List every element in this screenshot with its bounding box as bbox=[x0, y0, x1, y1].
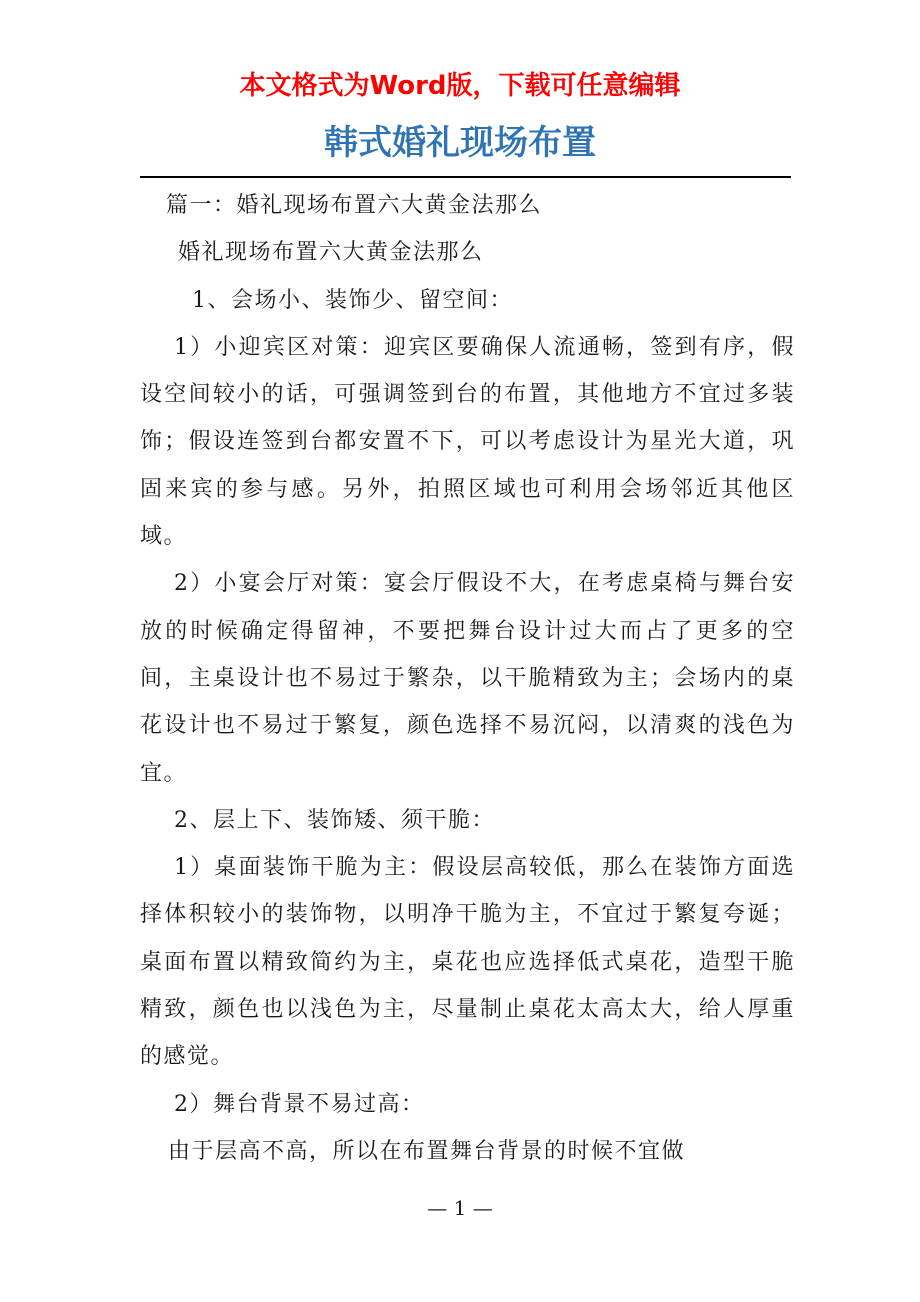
download-banner: 本文格式为Word版，下载可任意编辑 bbox=[239, 71, 681, 101]
page-number: — 1 — bbox=[427, 1196, 493, 1220]
paragraph: 2）小宴会厅对策：宴会厅假设不大，在考虑桌椅与舞台安放的时候确定得留神，不要把舞台设计过大而占了更多的空间，主桌设计也不易过于繁杂，以干脆精致为主；会场内的桌花设计也不易过于繁复，颜色选择不易沉闷，以清爽的浅色为宜。 bbox=[140, 571, 795, 786]
paragraph: 2）舞台背景不易过高： bbox=[174, 1091, 425, 1117]
paragraph: 1）小迎宾区对策：迎宾区要确保人流通畅，签到有序，假设空间较小的话，可强调签到台的布置，其他地方不宜过多装饰；假设连签到台都安置不下，可以考虑设计为星光大道，巩固来宾的参与感。另外，拍照区域也可利用会场邻近其他区域。 bbox=[140, 334, 795, 550]
paragraph: 1）桌面装饰干脆为主：假设层高较低，那么在装饰方面选择体积较小的装饰物，以明净干脆为主，不宜过于繁复夸诞；桌面布置以精致简约为主，桌花也应选择低式桌花，造型干脆精致，颜色也以浅色为主，尽量制止桌花太高太大，给人厚重的感觉。 bbox=[140, 855, 795, 1070]
paragraph: 由于层高不高，所以在布置舞台背景的时候不宜做 bbox=[168, 1138, 686, 1164]
subheading: 婚礼现场布置六大黄金法那么 bbox=[178, 240, 484, 266]
rule-heading-2: 2、层上下、装饰矮、须干脆： bbox=[174, 807, 495, 833]
document-title: 韩式婚礼现场布置 bbox=[324, 123, 596, 163]
rule-heading-1: 1、会场小、装饰少、留空间： bbox=[192, 287, 513, 313]
section-heading: 篇一：婚礼现场布置六大黄金法那么 bbox=[166, 193, 543, 218]
document-body bbox=[140, 182, 795, 1175]
title-divider bbox=[140, 176, 791, 178]
